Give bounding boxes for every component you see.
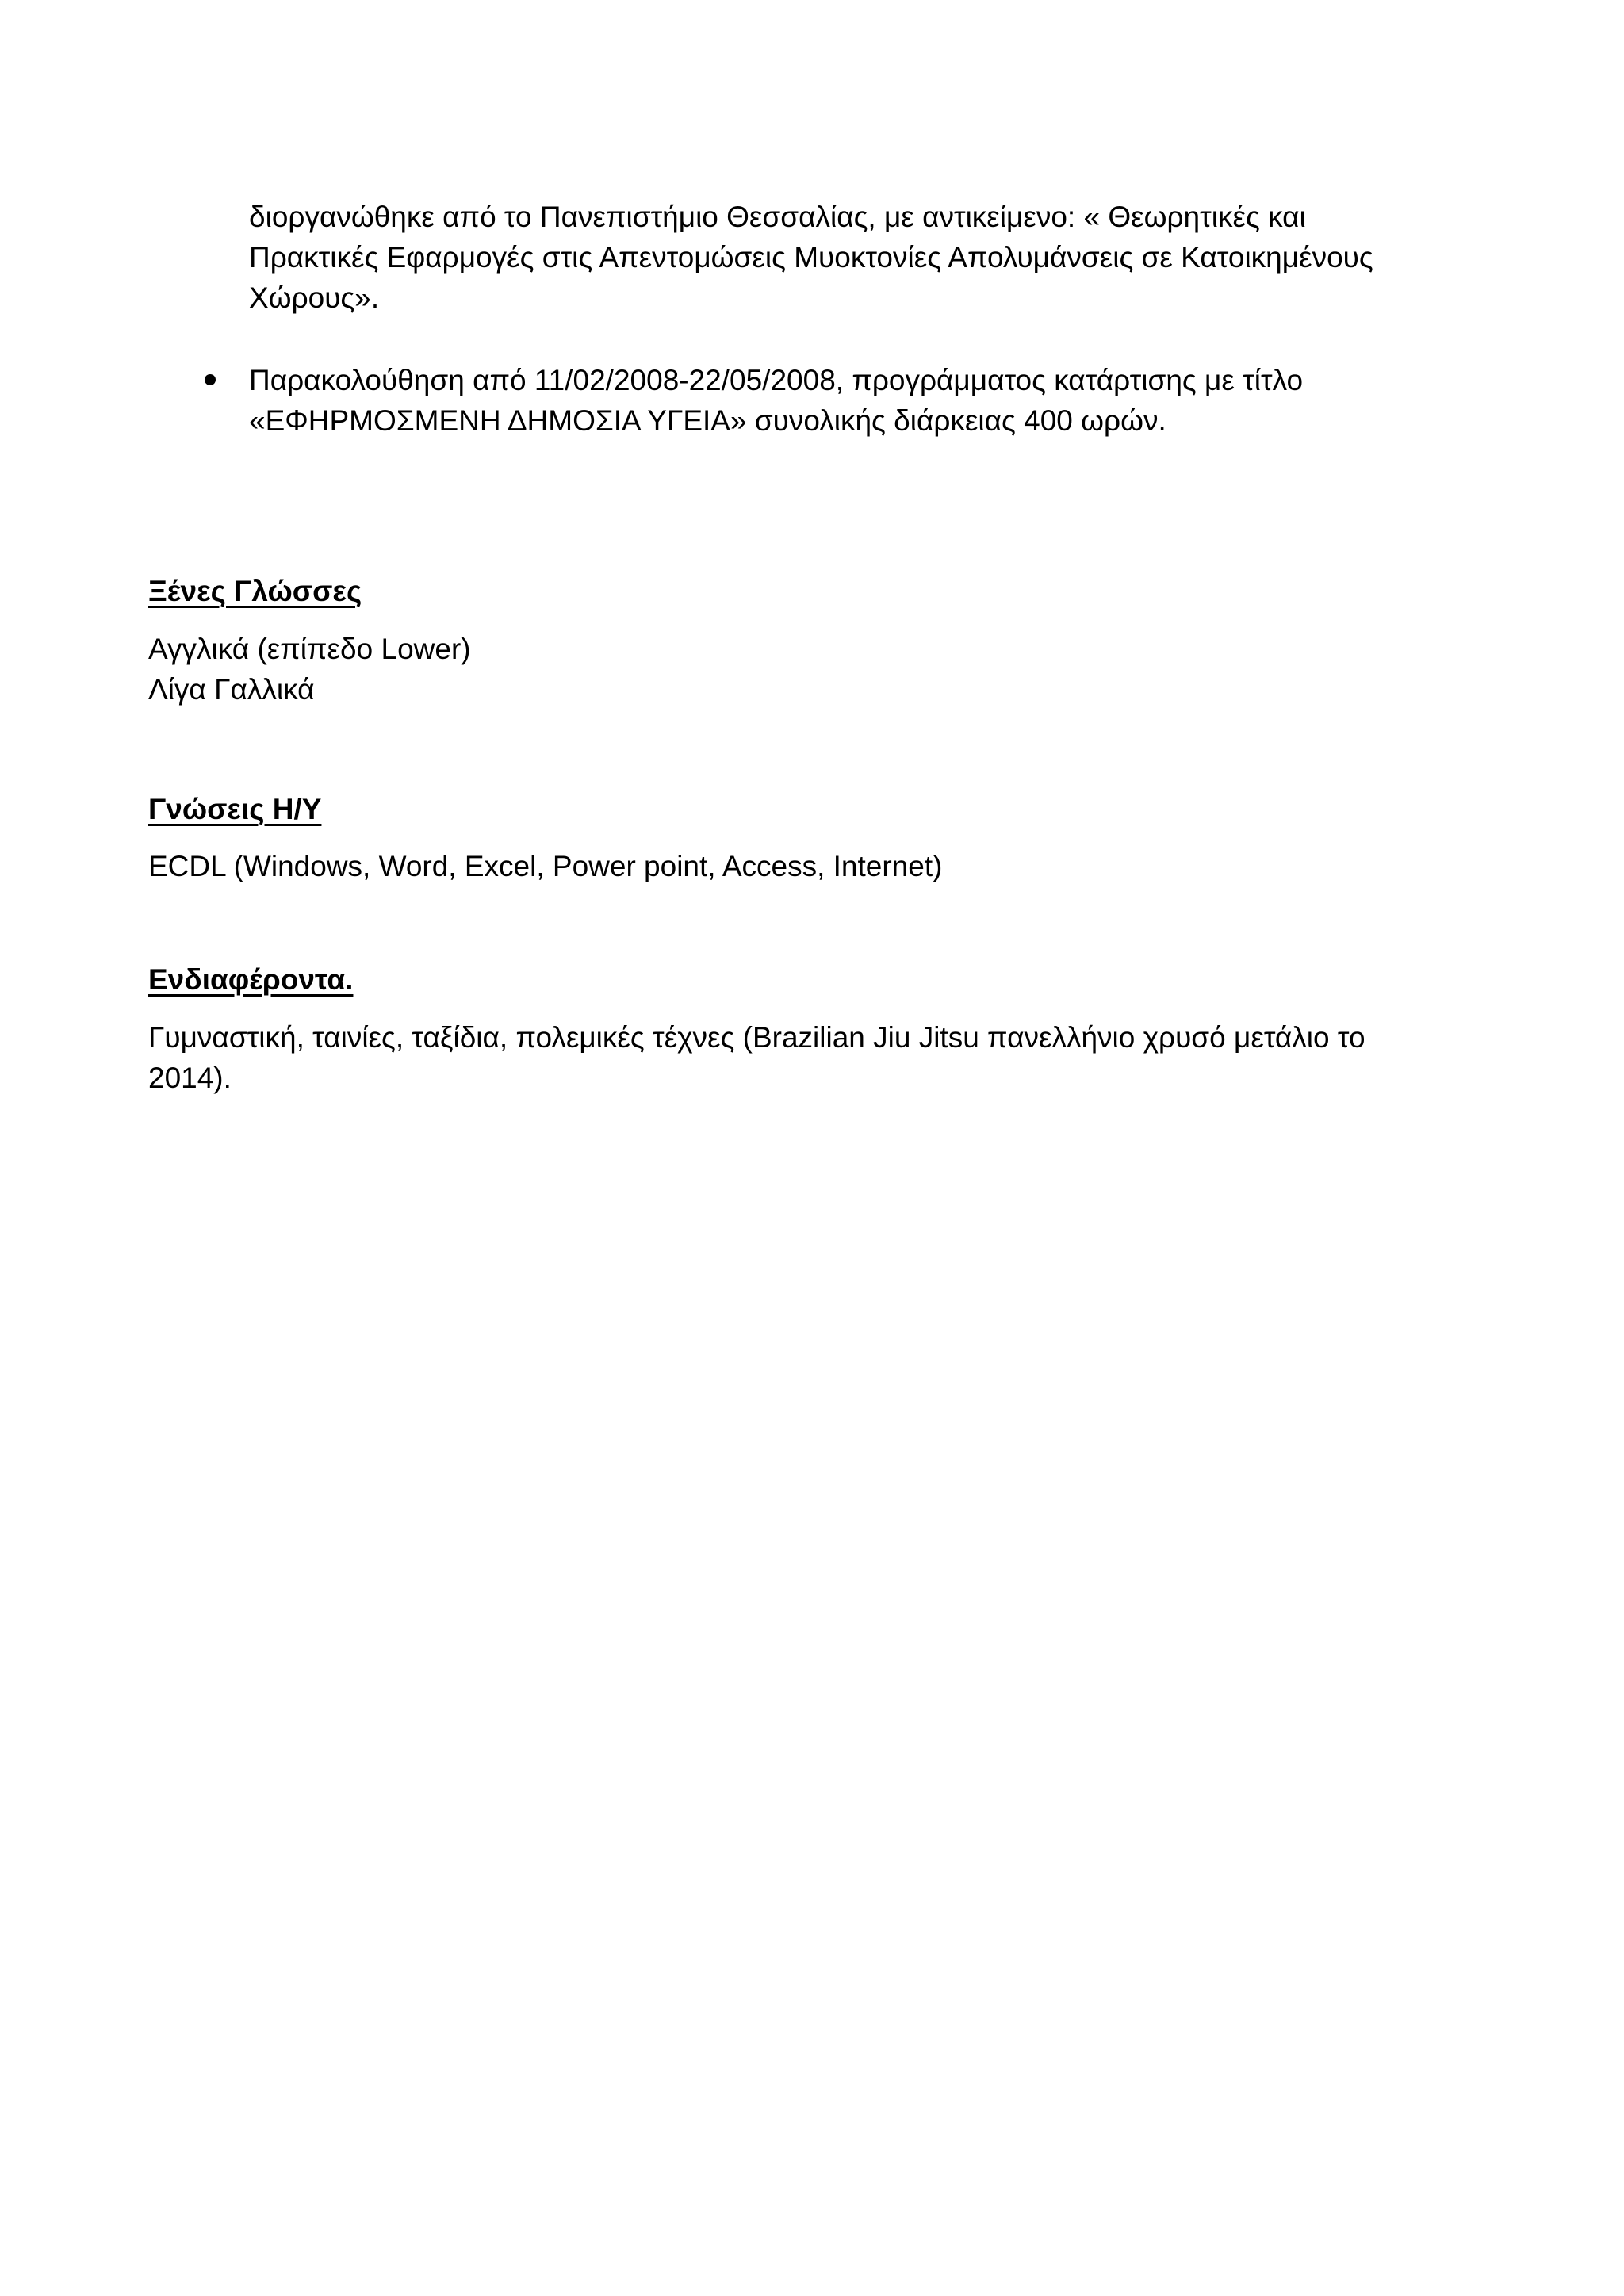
seminar-continuation [249,197,1373,318]
languages-heading: Ξένες Γλώσσες [148,575,362,607]
continuation-line-2: Πρακτικές Εφαρμογές στις Απεντομώσεις Μυοκτονίες Απολυμάνσεις σε Κατοικημένους [249,241,1373,274]
languages-section [148,629,471,710]
computer-skills-line: ECDL (Windows, Word, Excel, Power point, Access, Internet) [148,850,943,882]
interests-line-1: Γυμναστική, ταινίες, ταξίδια, πολεμικές τέχνες (Brazilian Jiu Jitsu πανελλήνιο χρυσό μετάλιο το [148,1021,1365,1054]
training-bullet-item [249,360,1303,441]
bullet-line-2: «ΕΦΗΡΜΟΣΜΕΝΗ ΔΗΜΟΣΙΑ ΥΓΕΙΑ» συνολικής διάρκειας 400 ωρών. [249,404,1166,437]
interests-line-2: 2014). [148,1062,232,1094]
language-english: Αγγλικά (επίπεδο Lower) [148,633,471,665]
interests-heading: Ενδιαφέροντα. [148,963,354,996]
continuation-line-3: Χώρους». [249,281,380,314]
computer-skills-heading: Γνώσεις Η/Υ [148,793,322,825]
continuation-line-1: διοργανώθηκε από το Πανεπιστήμιο Θεσσαλίας, με αντικείμενο: « Θεωρητικές και [249,201,1306,233]
computer-skills-section [148,846,942,886]
interests-section [148,1017,1365,1098]
bullet-line-1: Παρακολούθηση από 11/02/2008-22/05/2008, προγράμματος κατάρτισης με τίτλο [249,364,1304,396]
bullet-icon [205,374,216,385]
language-french: Λίγα Γαλλικά [148,673,315,706]
